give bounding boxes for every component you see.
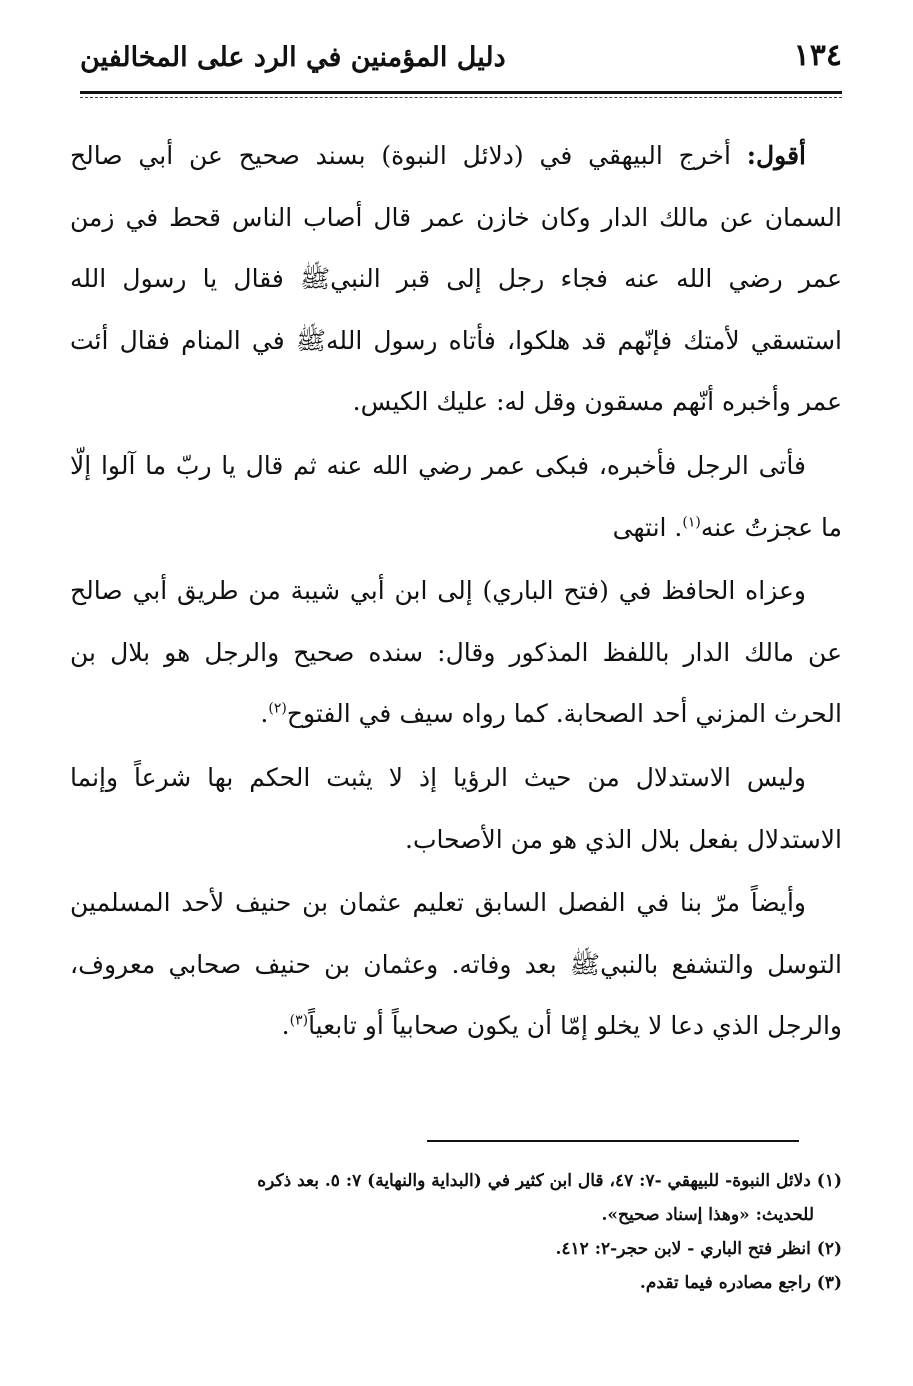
paragraph-3 bbox=[70, 560, 842, 745]
paragraph-lead-word: أقول: bbox=[746, 141, 806, 170]
paragraph-5-tail: . bbox=[281, 1011, 290, 1041]
running-title: دليل المؤمنين في الرد على المخالفين bbox=[80, 42, 506, 73]
header-rule-thick bbox=[80, 91, 842, 94]
footnote-1-continuation: للحديث: «وهذا إسناد صحيح». bbox=[601, 1205, 814, 1225]
page-number: ١٣٤ bbox=[793, 38, 842, 73]
paragraph-2 bbox=[70, 435, 842, 558]
footnote-ref-3: (٣) bbox=[289, 1012, 309, 1029]
footnote-ref-2: (٢) bbox=[268, 701, 287, 718]
paragraph-2-tail: . انتهى bbox=[612, 512, 683, 542]
paragraph-4-text: وليس الاستدلال من حيث الرؤيا إذ لا يثبت الحكم بها شرعاً وإنما الاستدلال بفعل بلال الذي هو من الأصحاب. bbox=[70, 762, 842, 854]
page-header bbox=[80, 34, 842, 90]
footnote-ref-1: (١) bbox=[682, 514, 701, 531]
paragraph-2-text: فأتى الرجل فأخبره، فبكى عمر رضي الله عنه ثم قال يا ربّ ما آلوا إلّا ما عجزتُ عنه bbox=[70, 450, 842, 542]
paragraph-1 bbox=[70, 125, 842, 433]
paragraph-5-text: وأيضاً مرّ بنا في الفصل السابق تعليم عثمان بن حنيف لأحد المسلمين التوسل والتشفع بالنبيﷺ بعد وفاته. وعثمان بن حنيف صحابي معروف، والرجل الذي دعا لا يخلو إمّا أن يكون صحابياً أو تابعياً bbox=[70, 888, 842, 1041]
footnote-3: (٣) راجع مصادره فيما تقدم. bbox=[639, 1273, 842, 1293]
footnotes bbox=[80, 1164, 842, 1300]
paragraph-1-text: أخرج البيهقي في (دلائل النبوة) بسند صحيح عن أبي صالح السمان عن مالك الدار وكان خازن عمر قال أصاب الناس قحط في زمن عمر رضي الله عنه فجاء رجل إلى قبر النبيﷺ فقال يا رسول الله استسقي لأمتك فإنّهم قد هلكوا، فأتاه رسول اللهﷺ في المنام فقال أئت عمر وأخبره أنّهم مسقون وقل له: عليك الكيس. bbox=[70, 141, 842, 417]
paragraph-3-tail: . bbox=[260, 699, 269, 729]
footnote-1: (١) دلائل النبوة- للبيهقي -٧: ٤٧، قال ابن كثير في (البداية والنهاية) ٧: ٥. بعد ذكره bbox=[257, 1171, 842, 1191]
paragraph-5 bbox=[70, 872, 842, 1057]
header-rule-thin bbox=[80, 97, 842, 98]
main-text bbox=[70, 125, 842, 1059]
paragraph-3-text: وعزاه الحافظ في (فتح الباري) إلى ابن أبي شيبة من طريق أبي صالح عن مالك الدار باللفظ المذكور وقال: سنده صحيح والرجل هو بلال بن الحرث المزني أحد الصحابة. كما رواه سيف في الفتوح bbox=[70, 576, 842, 729]
footnote-separator bbox=[427, 1140, 799, 1142]
footnote-2: (٢) انظر فتح الباري - لابن حجر-٢: ٤١٢. bbox=[555, 1239, 842, 1259]
paragraph-4 bbox=[70, 747, 842, 870]
